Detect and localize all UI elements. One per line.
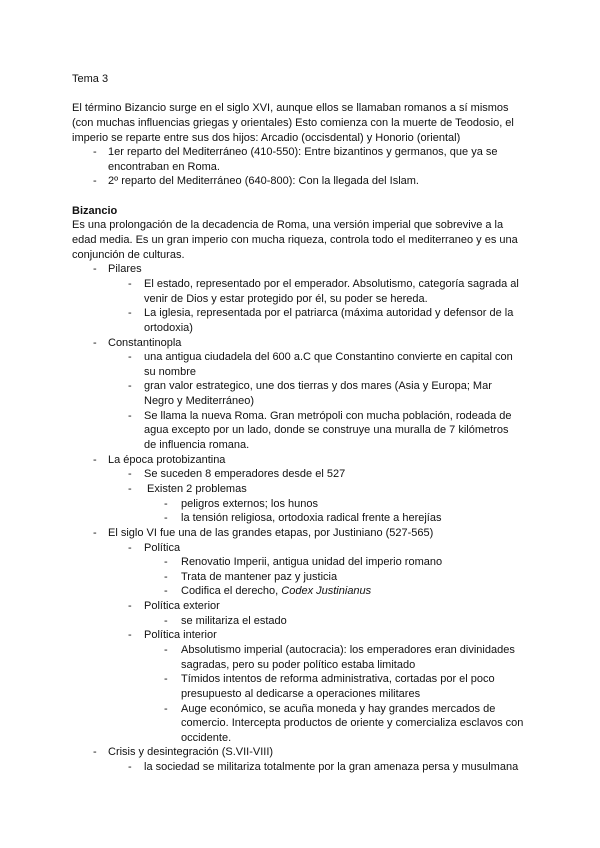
- text-line: [72, 233, 542, 248]
- list-item: [72, 570, 542, 585]
- line-text: Constantinopla: [108, 336, 182, 349]
- heading-text: Bizancio: [72, 204, 118, 217]
- line-text: Se llama la nueva Roma. Gran metrópoli con mucha población, rodeada de: [144, 409, 512, 422]
- text-line: [144, 321, 542, 336]
- text-line: [108, 145, 542, 160]
- paragraph: [72, 218, 542, 262]
- text-line: [181, 511, 542, 526]
- line-text: La iglesia, representada por el patriarca (máxima autoridad y defensor de la: [144, 307, 514, 320]
- bullet-dash: -: [128, 307, 132, 320]
- bullet-dash: -: [164, 512, 168, 525]
- line-text: Política exterior: [144, 600, 220, 613]
- line-text: Se suceden 8 emperadores desde el 527: [144, 468, 346, 481]
- text-line: [72, 204, 542, 219]
- bullet-dash: -: [164, 702, 168, 715]
- line-text: ortodoxia): [144, 321, 193, 334]
- bullet-dash: -: [164, 643, 168, 656]
- list-item: [72, 306, 542, 335]
- list-item: [72, 277, 542, 306]
- list-item: [72, 409, 542, 453]
- bullet-dash: -: [164, 556, 168, 569]
- text-line: [181, 643, 542, 658]
- text-line: [144, 628, 542, 643]
- list-item: [72, 497, 542, 512]
- list-item: [72, 262, 542, 277]
- line-text: sagradas, pero su poder político estaba limitado: [181, 658, 416, 671]
- text-line: [181, 584, 542, 599]
- text-line: [181, 731, 542, 746]
- bullet-dash: -: [128, 351, 132, 364]
- text-line: [144, 306, 542, 321]
- bullet-dash: -: [164, 614, 168, 627]
- line-text: 1er reparto del Mediterráneo (410-550): Entre bizantinos y germanos, que ya se: [108, 146, 498, 159]
- bullet-dash: -: [93, 746, 97, 759]
- list-item: [72, 336, 542, 351]
- bullet-dash: -: [93, 526, 97, 539]
- text-line: [181, 716, 542, 731]
- text-line: [144, 599, 542, 614]
- bullet-dash: -: [128, 468, 132, 481]
- list-item: [72, 511, 542, 526]
- line-text: Negro y Mediterráneo): [144, 395, 255, 408]
- text-line: [108, 745, 542, 760]
- line-text: 2º reparto del Mediterráneo (640-800): Con la llegada del Islam.: [108, 175, 419, 188]
- list-item: [72, 760, 542, 775]
- italic-term: Codex Justinianus: [281, 585, 372, 598]
- text-line: [144, 541, 542, 556]
- text-line: [181, 497, 542, 512]
- line-text: Es una prolongación de la decadencia de Roma, una versión imperial que sobrevive a la: [72, 219, 504, 232]
- bullet-dash: -: [93, 336, 97, 349]
- line-text: encontraban en Roma.: [108, 160, 220, 173]
- text-line: [108, 526, 542, 541]
- bullet-dash: -: [128, 409, 132, 422]
- bullet-dash: -: [164, 497, 168, 510]
- text-line: [181, 658, 542, 673]
- list-item: [72, 467, 542, 482]
- line-text: Política: [144, 541, 181, 554]
- paragraph: [72, 101, 542, 145]
- line-text: El término Bizancio surge en el siglo XVI, aunque ellos se llamaban romanos a sí mismos: [72, 102, 509, 115]
- line-text: occidente.: [181, 731, 232, 744]
- bullet-dash: -: [164, 673, 168, 686]
- line-text: Tema 3: [72, 73, 109, 85]
- text-line: [144, 277, 542, 292]
- line-text: presupuesto al dedicarse a operaciones militares: [181, 687, 421, 700]
- bullet-dash: -: [164, 585, 168, 598]
- line-text: agua excepto por un lado, donde se construye una muralla de 7 kilómetros: [144, 424, 509, 437]
- document-page: [72, 72, 542, 775]
- line-text: edad media. Es un gran imperio con mucha riqueza, controla todo el mediterraneo y es una: [72, 234, 518, 247]
- line-text: Política interior: [144, 629, 217, 642]
- line-text: Crisis y desintegración (S.VII-VIII): [108, 746, 274, 759]
- text-line: [181, 614, 542, 629]
- line-text: El estado, representado por el emperador. Absolutismo, categoría sagrada al: [144, 277, 519, 290]
- line-text: Tímidos intentos de reforma administrativa, cortadas por el poco: [181, 673, 495, 686]
- list-item: [72, 599, 542, 614]
- list-item: [72, 643, 542, 672]
- text-line: [144, 379, 542, 394]
- list-item: [72, 745, 542, 760]
- text-line: [181, 687, 542, 702]
- text-line: [72, 248, 542, 263]
- text-line: [144, 394, 542, 409]
- bullet-dash: -: [93, 453, 97, 466]
- bullet-dash: -: [128, 761, 132, 774]
- list-item: [72, 541, 542, 556]
- text-line: [144, 482, 542, 497]
- bullet-dash: -: [164, 570, 168, 583]
- list-item: [72, 145, 542, 174]
- text-line: [181, 672, 542, 687]
- text-line: [144, 409, 542, 424]
- bullet-dash: -: [128, 629, 132, 642]
- line-text: comercio. Intercepta productos de oriente y comercializa esclavos con: [181, 717, 524, 730]
- line-text: Existen 2 problemas: [144, 482, 247, 495]
- list-item: [72, 453, 542, 468]
- list-item: [72, 672, 542, 701]
- text-line: [181, 570, 542, 585]
- list-item: [72, 174, 542, 189]
- bullet-dash: -: [128, 541, 132, 554]
- line-text: se militariza el estado: [181, 614, 287, 627]
- section-heading: [72, 204, 542, 219]
- text-line: [108, 262, 542, 277]
- list-item: [72, 526, 542, 541]
- list-item: [72, 614, 542, 629]
- text-line: [72, 218, 542, 233]
- text-line: [72, 116, 542, 131]
- paragraph: [72, 72, 542, 87]
- bullet-dash: -: [128, 600, 132, 613]
- line-text: La época protobizantina: [108, 453, 226, 466]
- text-line: [144, 292, 542, 307]
- line-text: venir de Dios y estar protegido por él, su poder se hereda.: [144, 292, 428, 305]
- line-text: su nombre: [144, 365, 196, 378]
- text-line: [181, 702, 542, 717]
- bullet-dash: -: [128, 277, 132, 290]
- line-text: Renovatio Imperii, antigua unidad del imperio romano: [181, 556, 443, 569]
- text-line: [181, 555, 542, 570]
- text-line: [144, 438, 542, 453]
- line-text: imperio se reparte entre sus dos hijos: Arcadio (occisdental) y Honorio (oriental): [72, 131, 461, 144]
- blank-line: [72, 189, 542, 204]
- text-line: [72, 101, 542, 116]
- line-text: de influencia romana.: [144, 439, 250, 452]
- line-text: El siglo VI fue una de las grandes etapas, por Justiniano (527-565): [108, 526, 434, 539]
- bullet-dash: -: [93, 146, 97, 159]
- line-text: la sociedad se militariza totalmente por la gran amenaza persa y musulmana: [144, 761, 519, 774]
- text-line: [144, 467, 542, 482]
- text-line: [144, 365, 542, 380]
- text-line: [108, 160, 542, 175]
- bullet-dash: -: [93, 175, 97, 188]
- list-item: [72, 702, 542, 746]
- line-text: Codifica el derecho,: [181, 585, 282, 598]
- text-line: [72, 72, 542, 87]
- bullet-dash: -: [128, 482, 132, 495]
- list-item: [72, 584, 542, 599]
- line-text: Absolutismo imperial (autocracia): los emperadores eran divinidades: [181, 643, 515, 656]
- text-line: [144, 423, 542, 438]
- blank-line: [72, 87, 542, 102]
- line-text: la tensión religiosa, ortodoxia radical frente a herejías: [181, 512, 442, 525]
- line-text: (con muchas influencias griegas y orientales) Esto comienza con la muerte de Teodosio, el: [72, 116, 514, 129]
- line-text: Pilares: [108, 263, 142, 276]
- line-text: peligros externos; los hunos: [181, 497, 318, 510]
- list-item: [72, 482, 542, 497]
- text-line: [108, 174, 542, 189]
- line-text: conjunción de culturas.: [72, 248, 185, 261]
- line-text: Auge económico, se acuña moneda y hay grandes mercados de: [181, 702, 496, 715]
- text-line: [108, 336, 542, 351]
- line-text: una antigua ciudadela del 600 a.C que Constantino convierte en capital con: [144, 351, 513, 364]
- list-item: [72, 555, 542, 570]
- line-text: gran valor estrategico, une dos tierras y dos mares (Asia y Europa; Mar: [144, 380, 492, 393]
- list-item: [72, 628, 542, 643]
- text-line: [144, 350, 542, 365]
- bullet-dash: -: [128, 380, 132, 393]
- text-line: [108, 453, 542, 468]
- list-item: [72, 350, 542, 379]
- text-line: [72, 131, 542, 146]
- line-text: Trata de mantener paz y justicia: [181, 570, 338, 583]
- bullet-dash: -: [93, 263, 97, 276]
- text-line: [144, 760, 542, 775]
- list-item: [72, 379, 542, 408]
